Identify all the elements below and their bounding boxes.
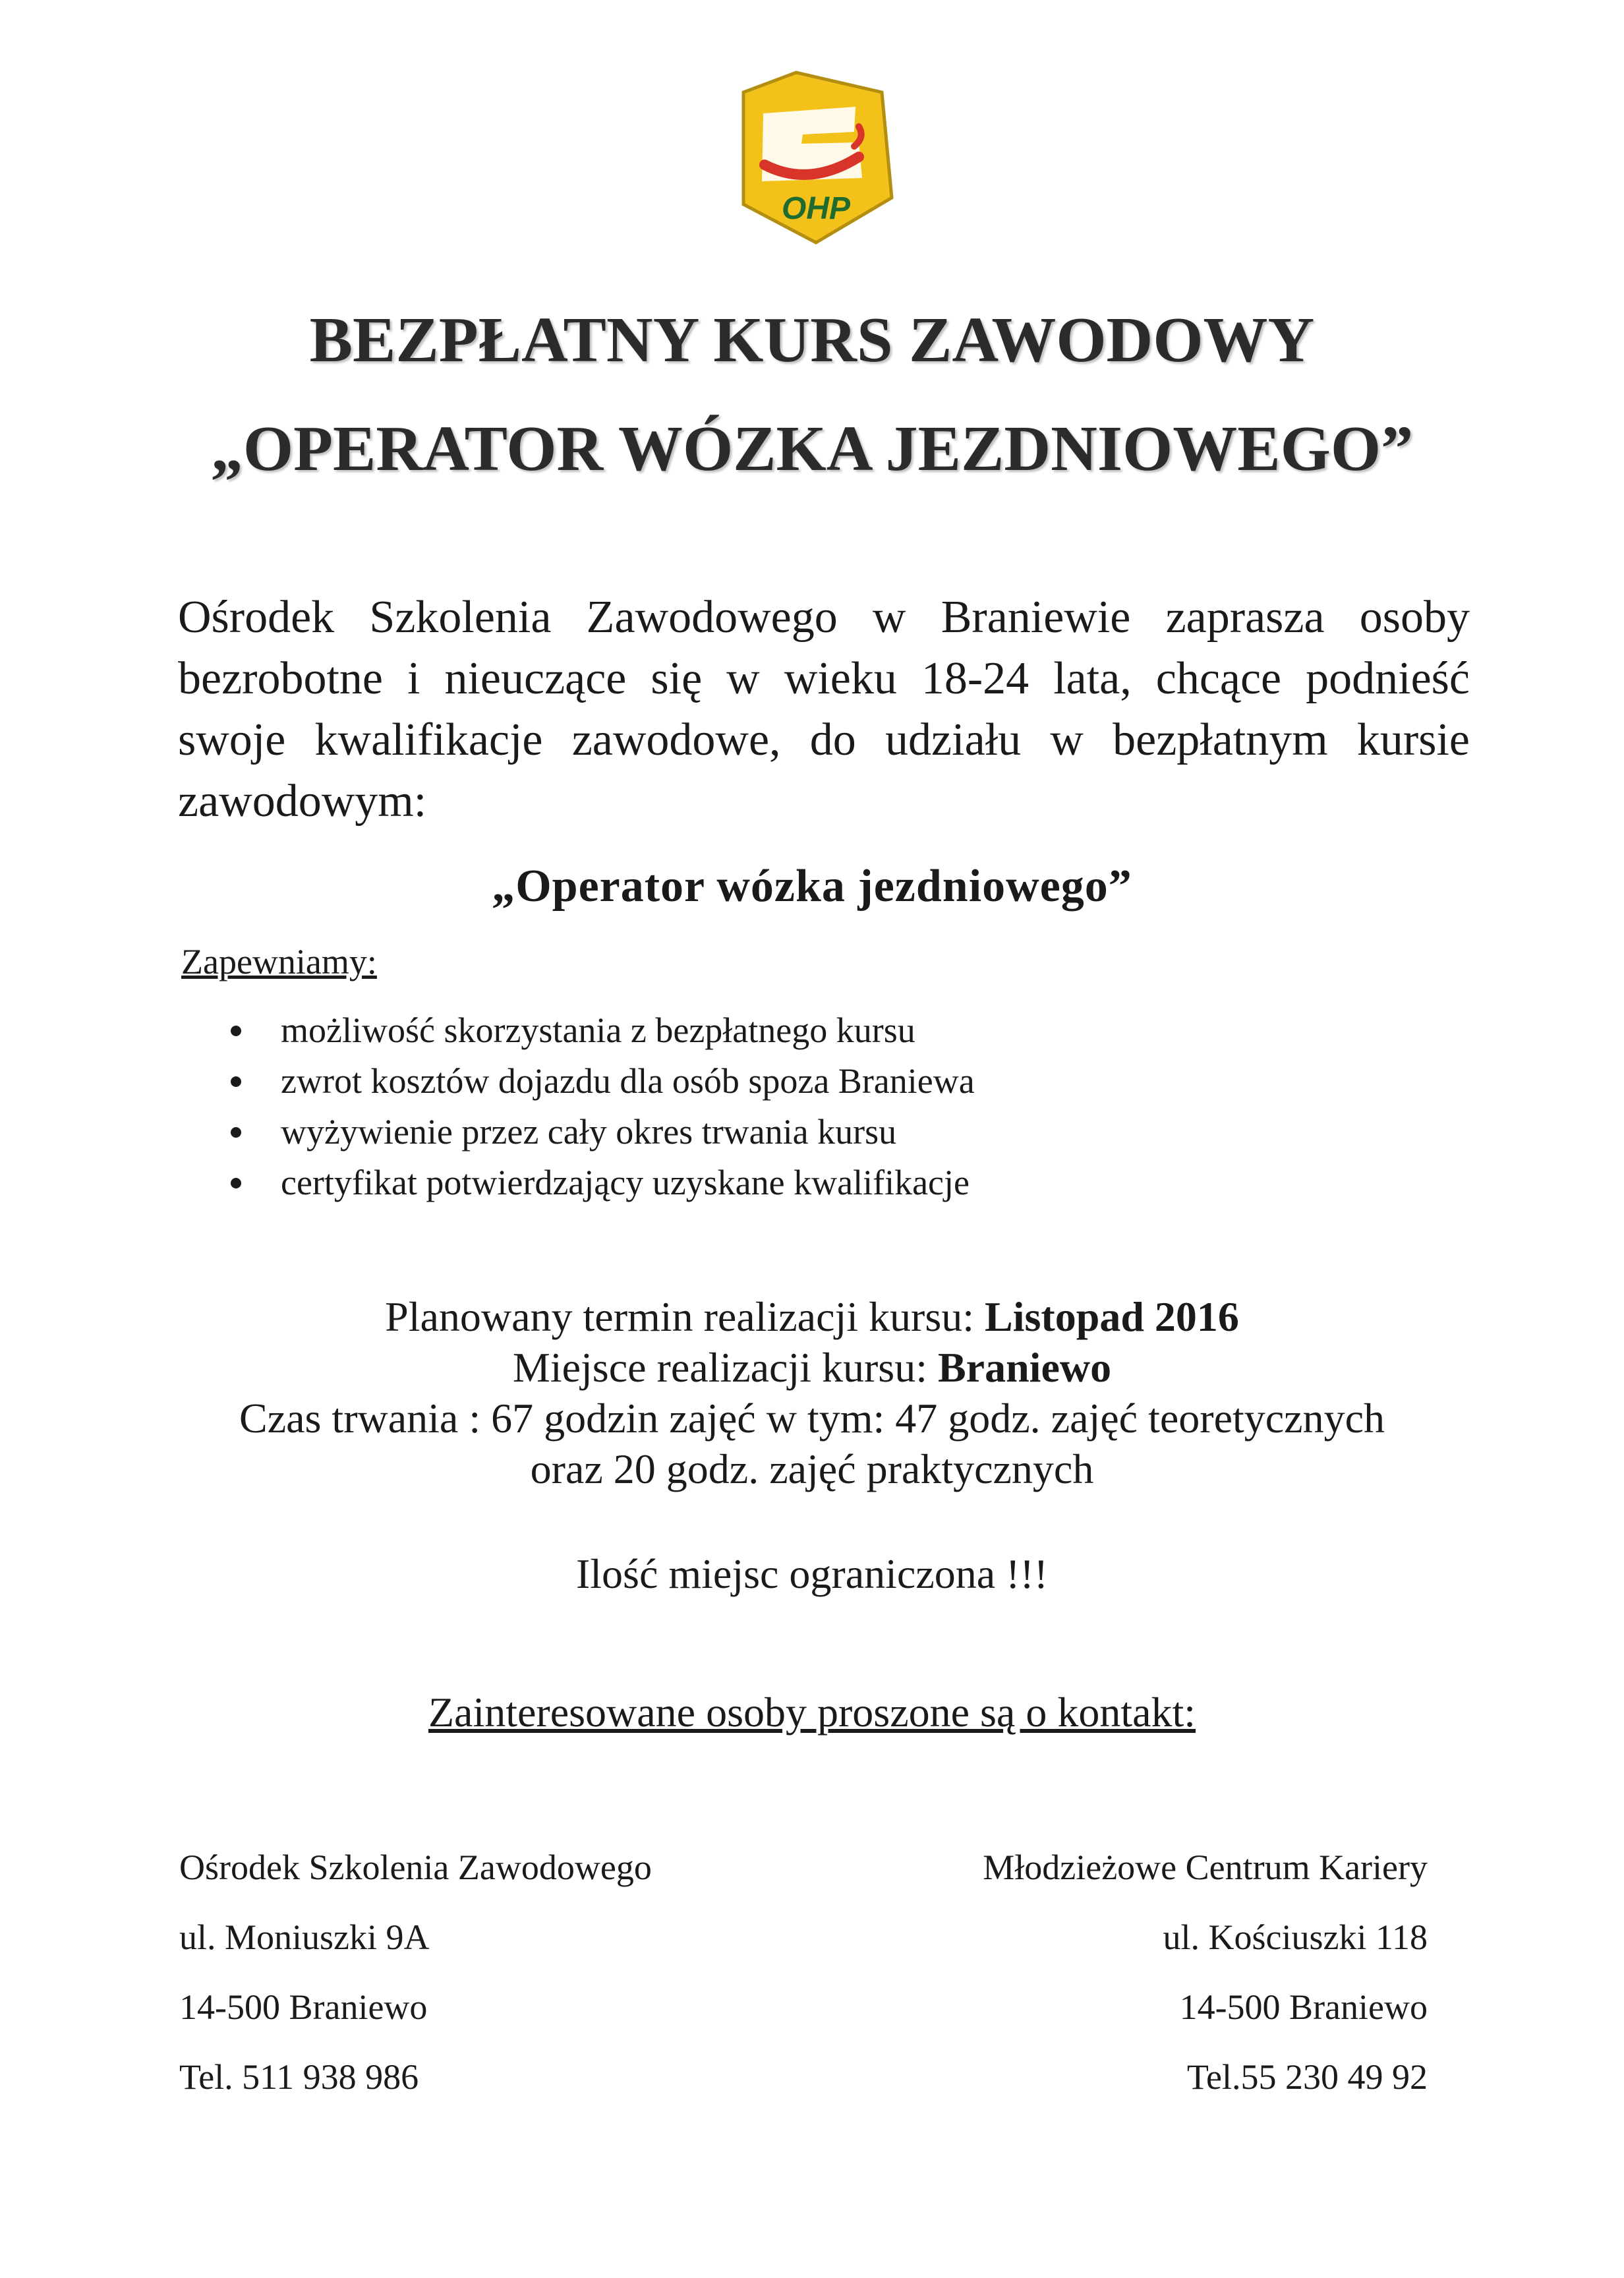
- contact-right: [983, 1832, 1428, 2112]
- place-value: Braniewo: [937, 1344, 1112, 1391]
- list-item: [231, 1005, 975, 1056]
- list-item: [231, 1056, 975, 1107]
- bullet-icon: [231, 1127, 241, 1138]
- title-line-1: BEZPŁATNY KURS ZAWODOWY: [309, 305, 1315, 376]
- term-line: [0, 1292, 1624, 1342]
- term-label: Planowany termin realizacji kursu:: [385, 1293, 985, 1340]
- course-name: „Operator wózka jezdniowego”: [492, 861, 1132, 912]
- term-value: Listopad 2016: [985, 1293, 1239, 1340]
- bullet-icon: [231, 1178, 241, 1188]
- contact-left-name: Ośrodek Szkolenia Zawodowego: [179, 1848, 652, 1887]
- logo-text: OHP: [781, 191, 851, 226]
- contact-right-phone: Tel.55 230 49 92: [1186, 2057, 1428, 2097]
- list-item: [231, 1107, 975, 1157]
- contact-right-city: 14-500 Braniewo: [1179, 1987, 1428, 2027]
- benefit-text: certyfikat potwierdzający uzyskane kwalifikacje: [281, 1163, 970, 1202]
- benefits-label: Zapewniamy:: [181, 942, 377, 981]
- benefits-list: [231, 1005, 975, 1208]
- contact-right-name: Młodzieżowe Centrum Kariery: [983, 1848, 1428, 1887]
- contact-heading: Zainteresowane osoby proszone są o kontakt:: [428, 1689, 1196, 1736]
- limited-seats-note: Ilość miejsc ograniczona !!!: [575, 1550, 1049, 1597]
- duration-line-1: Czas trwania : 67 godzin zajęć w tym: 47 godz. zajęć teoretycznych: [239, 1395, 1385, 1442]
- place-line: [0, 1343, 1624, 1393]
- contact-right-street: ul. Kościuszki 118: [1163, 1917, 1428, 1957]
- contact-left-city: 14-500 Braniewo: [179, 1987, 428, 2027]
- ohp-logo: [724, 66, 902, 250]
- place-label: Miejsce realizacji kursu:: [512, 1344, 938, 1391]
- bullet-icon: [231, 1076, 241, 1087]
- intro-paragraph: Ośrodek Szkolenia Zawodowego w Braniewie zaprasza osoby bezrobotne i nieuczące się w wieku 18-24 lata, chcące podnieść swoje kwalifikacje zawodowe, do udziału w bezpłatnym kursie zawodowym:: [178, 592, 1470, 827]
- contact-left: [179, 1832, 652, 2112]
- benefit-text: zwrot kosztów dojazdu dla osób spoza Braniewa: [281, 1061, 975, 1101]
- title-line-2: „OPERATOR WÓZKA JEZDNIOWEGO”: [210, 413, 1414, 484]
- duration-line-2: oraz 20 godz. zajęć praktycznych: [530, 1446, 1094, 1492]
- benefit-text: możliwość skorzystania z bezpłatnego kursu: [281, 1010, 915, 1050]
- contact-left-street: ul. Moniuszki 9A: [179, 1917, 430, 1957]
- list-item: [231, 1157, 975, 1208]
- contact-left-phone: Tel. 511 938 986: [179, 2057, 419, 2097]
- benefit-text: wyżywienie przez cały okres trwania kursu: [281, 1112, 897, 1152]
- bullet-icon: [231, 1026, 241, 1036]
